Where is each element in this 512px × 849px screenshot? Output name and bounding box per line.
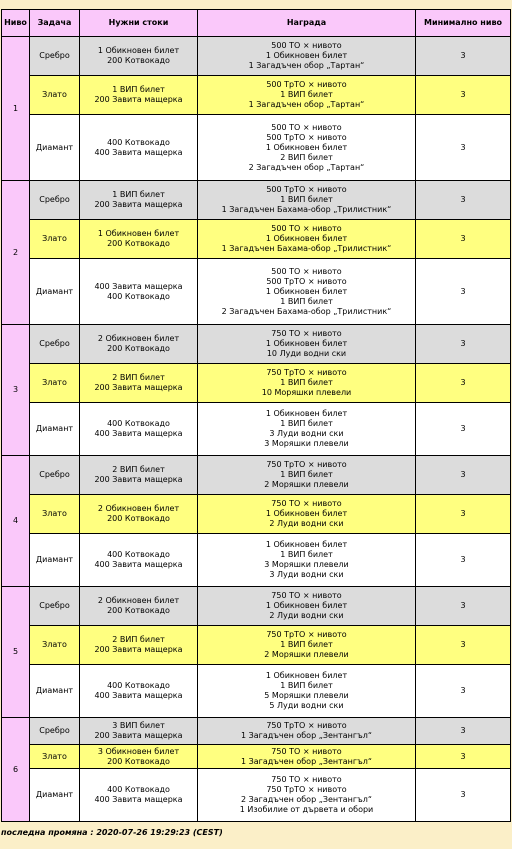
reward-line: 750 ТО × нивото bbox=[271, 329, 342, 338]
stock-cell bbox=[80, 181, 198, 220]
stock-cell bbox=[80, 534, 198, 587]
stock-line: 1 ВИП билет bbox=[112, 85, 165, 94]
reward-cell bbox=[198, 769, 416, 822]
reward-cell bbox=[198, 115, 416, 181]
reward-line: 1 Обикновен билет bbox=[265, 540, 348, 549]
reward-cell bbox=[198, 745, 416, 769]
table-header-row bbox=[2, 10, 511, 37]
stock-line: 200 Завита мащерка bbox=[94, 731, 183, 740]
min-level-cell: 3 bbox=[416, 364, 511, 403]
reward-line: 500 ТО × нивото bbox=[271, 122, 342, 132]
stock-cell bbox=[80, 665, 198, 718]
reward-cell bbox=[198, 325, 416, 364]
reward-line: 3 Луди водни ски bbox=[269, 429, 344, 438]
table-row bbox=[2, 259, 511, 325]
table-row bbox=[2, 403, 511, 456]
stock-cell bbox=[80, 626, 198, 665]
stock-line: 3 Обикновен билет bbox=[97, 746, 180, 756]
stock-line: 400 Котвокадо bbox=[107, 550, 170, 559]
task-cell: Злато bbox=[30, 745, 80, 769]
header-stock: Нужни стоки bbox=[80, 10, 198, 37]
stock-line: 400 Котвокадо bbox=[107, 681, 170, 690]
reward-cell bbox=[198, 456, 416, 495]
table-row bbox=[2, 718, 511, 745]
level-cell: 3 bbox=[2, 325, 30, 456]
reward-line: 500 ТО × нивото bbox=[271, 266, 342, 276]
task-cell: Диамант bbox=[30, 115, 80, 181]
reward-line: 500 ТрТО × нивото bbox=[266, 276, 347, 286]
table-row bbox=[2, 495, 511, 534]
top-bar bbox=[0, 0, 512, 9]
table-row bbox=[2, 769, 511, 822]
reward-cell bbox=[198, 181, 416, 220]
stock-line: 400 Котвокадо bbox=[107, 419, 170, 428]
table-row bbox=[2, 665, 511, 718]
task-cell: Диамант bbox=[30, 403, 80, 456]
stock-cell bbox=[80, 220, 198, 259]
reward-line: 2 Луди водни ски bbox=[269, 611, 344, 620]
min-level-cell: 3 bbox=[416, 37, 511, 76]
reward-line: 750 ТО × нивото bbox=[271, 775, 342, 784]
reward-line: 5 Моряшки плевели bbox=[264, 691, 349, 700]
reward-line: 3 Луди водни ски bbox=[269, 570, 344, 579]
reward-line: 1 Загадъчен обор „Тартан“ bbox=[248, 100, 365, 109]
stock-line: 200 Котвокадо bbox=[107, 56, 170, 65]
reward-cell bbox=[198, 220, 416, 259]
reward-line: 1 Обикновен билет bbox=[265, 509, 348, 518]
reward-line: 1 Обикновен билет bbox=[265, 142, 348, 152]
reward-line: 2 Загадъчен обор „Тартан“ bbox=[248, 162, 365, 172]
table-row bbox=[2, 364, 511, 403]
header-level: Ниво bbox=[2, 10, 30, 37]
min-level-cell: 3 bbox=[416, 587, 511, 626]
min-level-cell: 3 bbox=[416, 325, 511, 364]
stock-line: 1 Обикновен билет bbox=[97, 46, 180, 55]
min-level-cell: 3 bbox=[416, 181, 511, 220]
min-level-cell: 3 bbox=[416, 220, 511, 259]
level-cell: 1 bbox=[2, 37, 30, 181]
reward-line: 750 ТО × нивото bbox=[271, 499, 342, 508]
min-level-cell: 3 bbox=[416, 745, 511, 769]
reward-line: 1 Обикновен билет bbox=[265, 51, 348, 60]
table-row bbox=[2, 181, 511, 220]
reward-line: 1 ВИП билет bbox=[280, 378, 333, 387]
task-cell: Сребро bbox=[30, 181, 80, 220]
stock-cell bbox=[80, 745, 198, 769]
reward-cell bbox=[198, 718, 416, 745]
stock-line: 400 Завита мащерка bbox=[94, 560, 183, 569]
reward-line: 750 ТрТО × нивото bbox=[266, 368, 347, 377]
reward-line: 750 ТО × нивото bbox=[271, 591, 342, 600]
reward-cell bbox=[198, 665, 416, 718]
level-cell: 2 bbox=[2, 181, 30, 325]
reward-line: 750 ТрТО × нивото bbox=[266, 785, 347, 794]
last-modified-footer: последна промяна : 2020-07-26 19:29:23 (CEST) bbox=[1, 828, 223, 837]
reward-line: 1 ВИП билет bbox=[280, 550, 333, 559]
reward-line: 1 Обикновен билет bbox=[265, 286, 348, 296]
reward-cell bbox=[198, 76, 416, 115]
task-cell: Злато bbox=[30, 220, 80, 259]
reward-line: 2 Загадъчен Бахама-обор „Трилистник“ bbox=[221, 306, 392, 316]
reward-line: 1 Загадъчен Бахама-обор „Трилистник“ bbox=[221, 244, 392, 253]
task-cell: Сребро bbox=[30, 37, 80, 76]
stock-line: 400 Завита мащерка bbox=[94, 691, 183, 700]
table-body bbox=[2, 37, 511, 822]
stock-line: 400 Котвокадо bbox=[107, 137, 170, 147]
min-level-cell: 3 bbox=[416, 403, 511, 456]
stock-cell bbox=[80, 76, 198, 115]
reward-line: 1 Обикновен билет bbox=[265, 234, 348, 243]
task-cell: Сребро bbox=[30, 587, 80, 626]
min-level-cell: 3 bbox=[416, 626, 511, 665]
stock-line: 3 ВИП билет bbox=[112, 721, 165, 730]
stock-line: 400 Завита мащерка bbox=[94, 429, 183, 438]
reward-line: 1 ВИП билет bbox=[280, 419, 333, 428]
stock-line: 200 Завита мащерка bbox=[94, 95, 183, 104]
reward-line: 1 ВИП билет bbox=[280, 681, 333, 690]
reward-cell bbox=[198, 587, 416, 626]
stock-line: 400 Завита мащерка bbox=[94, 147, 183, 157]
stock-line: 1 Обикновен билет bbox=[97, 229, 180, 238]
reward-cell bbox=[198, 626, 416, 665]
stock-cell bbox=[80, 259, 198, 325]
task-cell: Злато bbox=[30, 495, 80, 534]
reward-line: 1 Загадъчен Бахама-обор „Трилистник“ bbox=[221, 205, 392, 214]
quest-table bbox=[1, 9, 511, 822]
reward-line: 500 ТО × нивото bbox=[271, 41, 342, 50]
reward-line: 2 Загадъчен обор „Зентангъл“ bbox=[240, 795, 373, 804]
min-level-cell: 3 bbox=[416, 115, 511, 181]
stock-line: 400 Завита мащерка bbox=[94, 795, 183, 804]
stock-line: 400 Завита мащерка bbox=[94, 281, 183, 291]
stock-cell bbox=[80, 456, 198, 495]
table-row bbox=[2, 37, 511, 76]
task-cell: Диамант bbox=[30, 534, 80, 587]
stock-line: 200 Котвокадо bbox=[107, 239, 170, 248]
reward-line: 1 Обикновен билет bbox=[265, 409, 348, 418]
reward-cell bbox=[198, 495, 416, 534]
table-row bbox=[2, 534, 511, 587]
stock-line: 2 ВИП билет bbox=[112, 373, 165, 382]
reward-line: 5 Луди водни ски bbox=[269, 701, 344, 710]
min-level-cell: 3 bbox=[416, 76, 511, 115]
reward-line: 1 Обикновен билет bbox=[265, 339, 348, 348]
table-row bbox=[2, 587, 511, 626]
stock-cell bbox=[80, 495, 198, 534]
table-row bbox=[2, 325, 511, 364]
stock-cell bbox=[80, 769, 198, 822]
stock-cell bbox=[80, 718, 198, 745]
reward-line: 500 ТрТО × нивото bbox=[266, 132, 347, 142]
stock-line: 2 Обикновен билет bbox=[97, 504, 180, 513]
task-cell: Диамант bbox=[30, 769, 80, 822]
stock-cell bbox=[80, 403, 198, 456]
table-row bbox=[2, 76, 511, 115]
reward-line: 3 Моряшки плевели bbox=[264, 439, 349, 448]
stock-line: 200 Завита мащерка bbox=[94, 200, 183, 209]
reward-line: 750 ТО × нивото bbox=[271, 746, 342, 756]
stock-line: 200 Завита мащерка bbox=[94, 475, 183, 484]
stock-line: 200 Котвокадо bbox=[107, 514, 170, 523]
reward-line: 750 ТрТО × нивото bbox=[266, 721, 347, 730]
level-cell: 4 bbox=[2, 456, 30, 587]
task-cell: Сребро bbox=[30, 718, 80, 745]
reward-line: 750 ТрТО × нивото bbox=[266, 630, 347, 639]
task-cell: Диамант bbox=[30, 665, 80, 718]
stock-cell bbox=[80, 587, 198, 626]
reward-line: 2 Моряшки плевели bbox=[264, 650, 349, 659]
header-task: Задача bbox=[30, 10, 80, 37]
stock-line: 2 Обикновен билет bbox=[97, 596, 180, 605]
stock-line: 200 Котвокадо bbox=[107, 756, 170, 766]
stock-cell bbox=[80, 37, 198, 76]
reward-line: 10 Луди водни ски bbox=[266, 349, 347, 358]
min-level-cell: 3 bbox=[416, 259, 511, 325]
task-cell: Сребро bbox=[30, 325, 80, 364]
table-row bbox=[2, 745, 511, 769]
reward-line: 1 ВИП билет bbox=[280, 640, 333, 649]
reward-line: 1 Загадъчен обор „Зентангъл“ bbox=[240, 756, 373, 766]
task-cell: Диамант bbox=[30, 259, 80, 325]
table-row bbox=[2, 626, 511, 665]
min-level-cell: 3 bbox=[416, 534, 511, 587]
stock-line: 200 Котвокадо bbox=[107, 344, 170, 353]
task-cell: Злато bbox=[30, 76, 80, 115]
level-cell: 5 bbox=[2, 587, 30, 718]
min-level-cell: 3 bbox=[416, 769, 511, 822]
task-cell: Злато bbox=[30, 364, 80, 403]
reward-line: 2 ВИП билет bbox=[280, 152, 333, 162]
reward-line: 750 ТрТО × нивото bbox=[266, 460, 347, 469]
stock-line: 2 ВИП билет bbox=[112, 635, 165, 644]
min-level-cell: 3 bbox=[416, 665, 511, 718]
reward-cell bbox=[198, 534, 416, 587]
level-cell: 6 bbox=[2, 718, 30, 822]
min-level-cell: 3 bbox=[416, 718, 511, 745]
reward-line: 1 ВИП билет bbox=[280, 470, 333, 479]
reward-cell bbox=[198, 259, 416, 325]
stock-line: 2 Обикновен билет bbox=[97, 334, 180, 343]
reward-line: 500 ТрТО × нивото bbox=[266, 185, 347, 194]
reward-line: 3 Моряшки плевели bbox=[264, 560, 349, 569]
task-cell: Злато bbox=[30, 626, 80, 665]
stock-line: 200 Завита мащерка bbox=[94, 383, 183, 392]
reward-line: 1 Загадъчен обор „Тартан“ bbox=[248, 61, 365, 70]
stock-cell bbox=[80, 364, 198, 403]
reward-line: 1 ВИП билет bbox=[280, 90, 333, 99]
reward-line: 1 Обикновен билет bbox=[265, 601, 348, 610]
reward-line: 2 Луди водни ски bbox=[269, 519, 344, 528]
stock-cell bbox=[80, 115, 198, 181]
reward-line: 1 Обикновен билет bbox=[265, 671, 348, 680]
stock-line: 400 Котвокадо bbox=[107, 785, 170, 794]
reward-cell bbox=[198, 37, 416, 76]
table-row bbox=[2, 220, 511, 259]
reward-line: 1 ВИП билет bbox=[280, 296, 333, 306]
min-level-cell: 3 bbox=[416, 495, 511, 534]
reward-line: 1 Изобилие от дървета и обори bbox=[239, 805, 374, 814]
header-reward: Награда bbox=[198, 10, 416, 37]
table-row bbox=[2, 115, 511, 181]
stock-line: 200 Завита мащерка bbox=[94, 645, 183, 654]
min-level-cell: 3 bbox=[416, 456, 511, 495]
reward-line: 1 ВИП билет bbox=[280, 195, 333, 204]
reward-cell bbox=[198, 364, 416, 403]
reward-line: 1 Загадъчен обор „Зентангъл“ bbox=[240, 731, 373, 740]
reward-line: 10 Моряшки плевели bbox=[261, 388, 352, 397]
reward-cell bbox=[198, 403, 416, 456]
reward-line: 500 ТО × нивото bbox=[271, 224, 342, 233]
header-min-level: Минимално ниво bbox=[416, 10, 511, 37]
reward-line: 500 ТрТО × нивото bbox=[266, 80, 347, 89]
stock-cell bbox=[80, 325, 198, 364]
stock-line: 1 ВИП билет bbox=[112, 190, 165, 199]
stock-line: 200 Котвокадо bbox=[107, 606, 170, 615]
stock-line: 2 ВИП билет bbox=[112, 465, 165, 474]
reward-line: 2 Моряшки плевели bbox=[264, 480, 349, 489]
table-row bbox=[2, 456, 511, 495]
stock-line: 400 Котвокадо bbox=[107, 291, 170, 301]
task-cell: Сребро bbox=[30, 456, 80, 495]
